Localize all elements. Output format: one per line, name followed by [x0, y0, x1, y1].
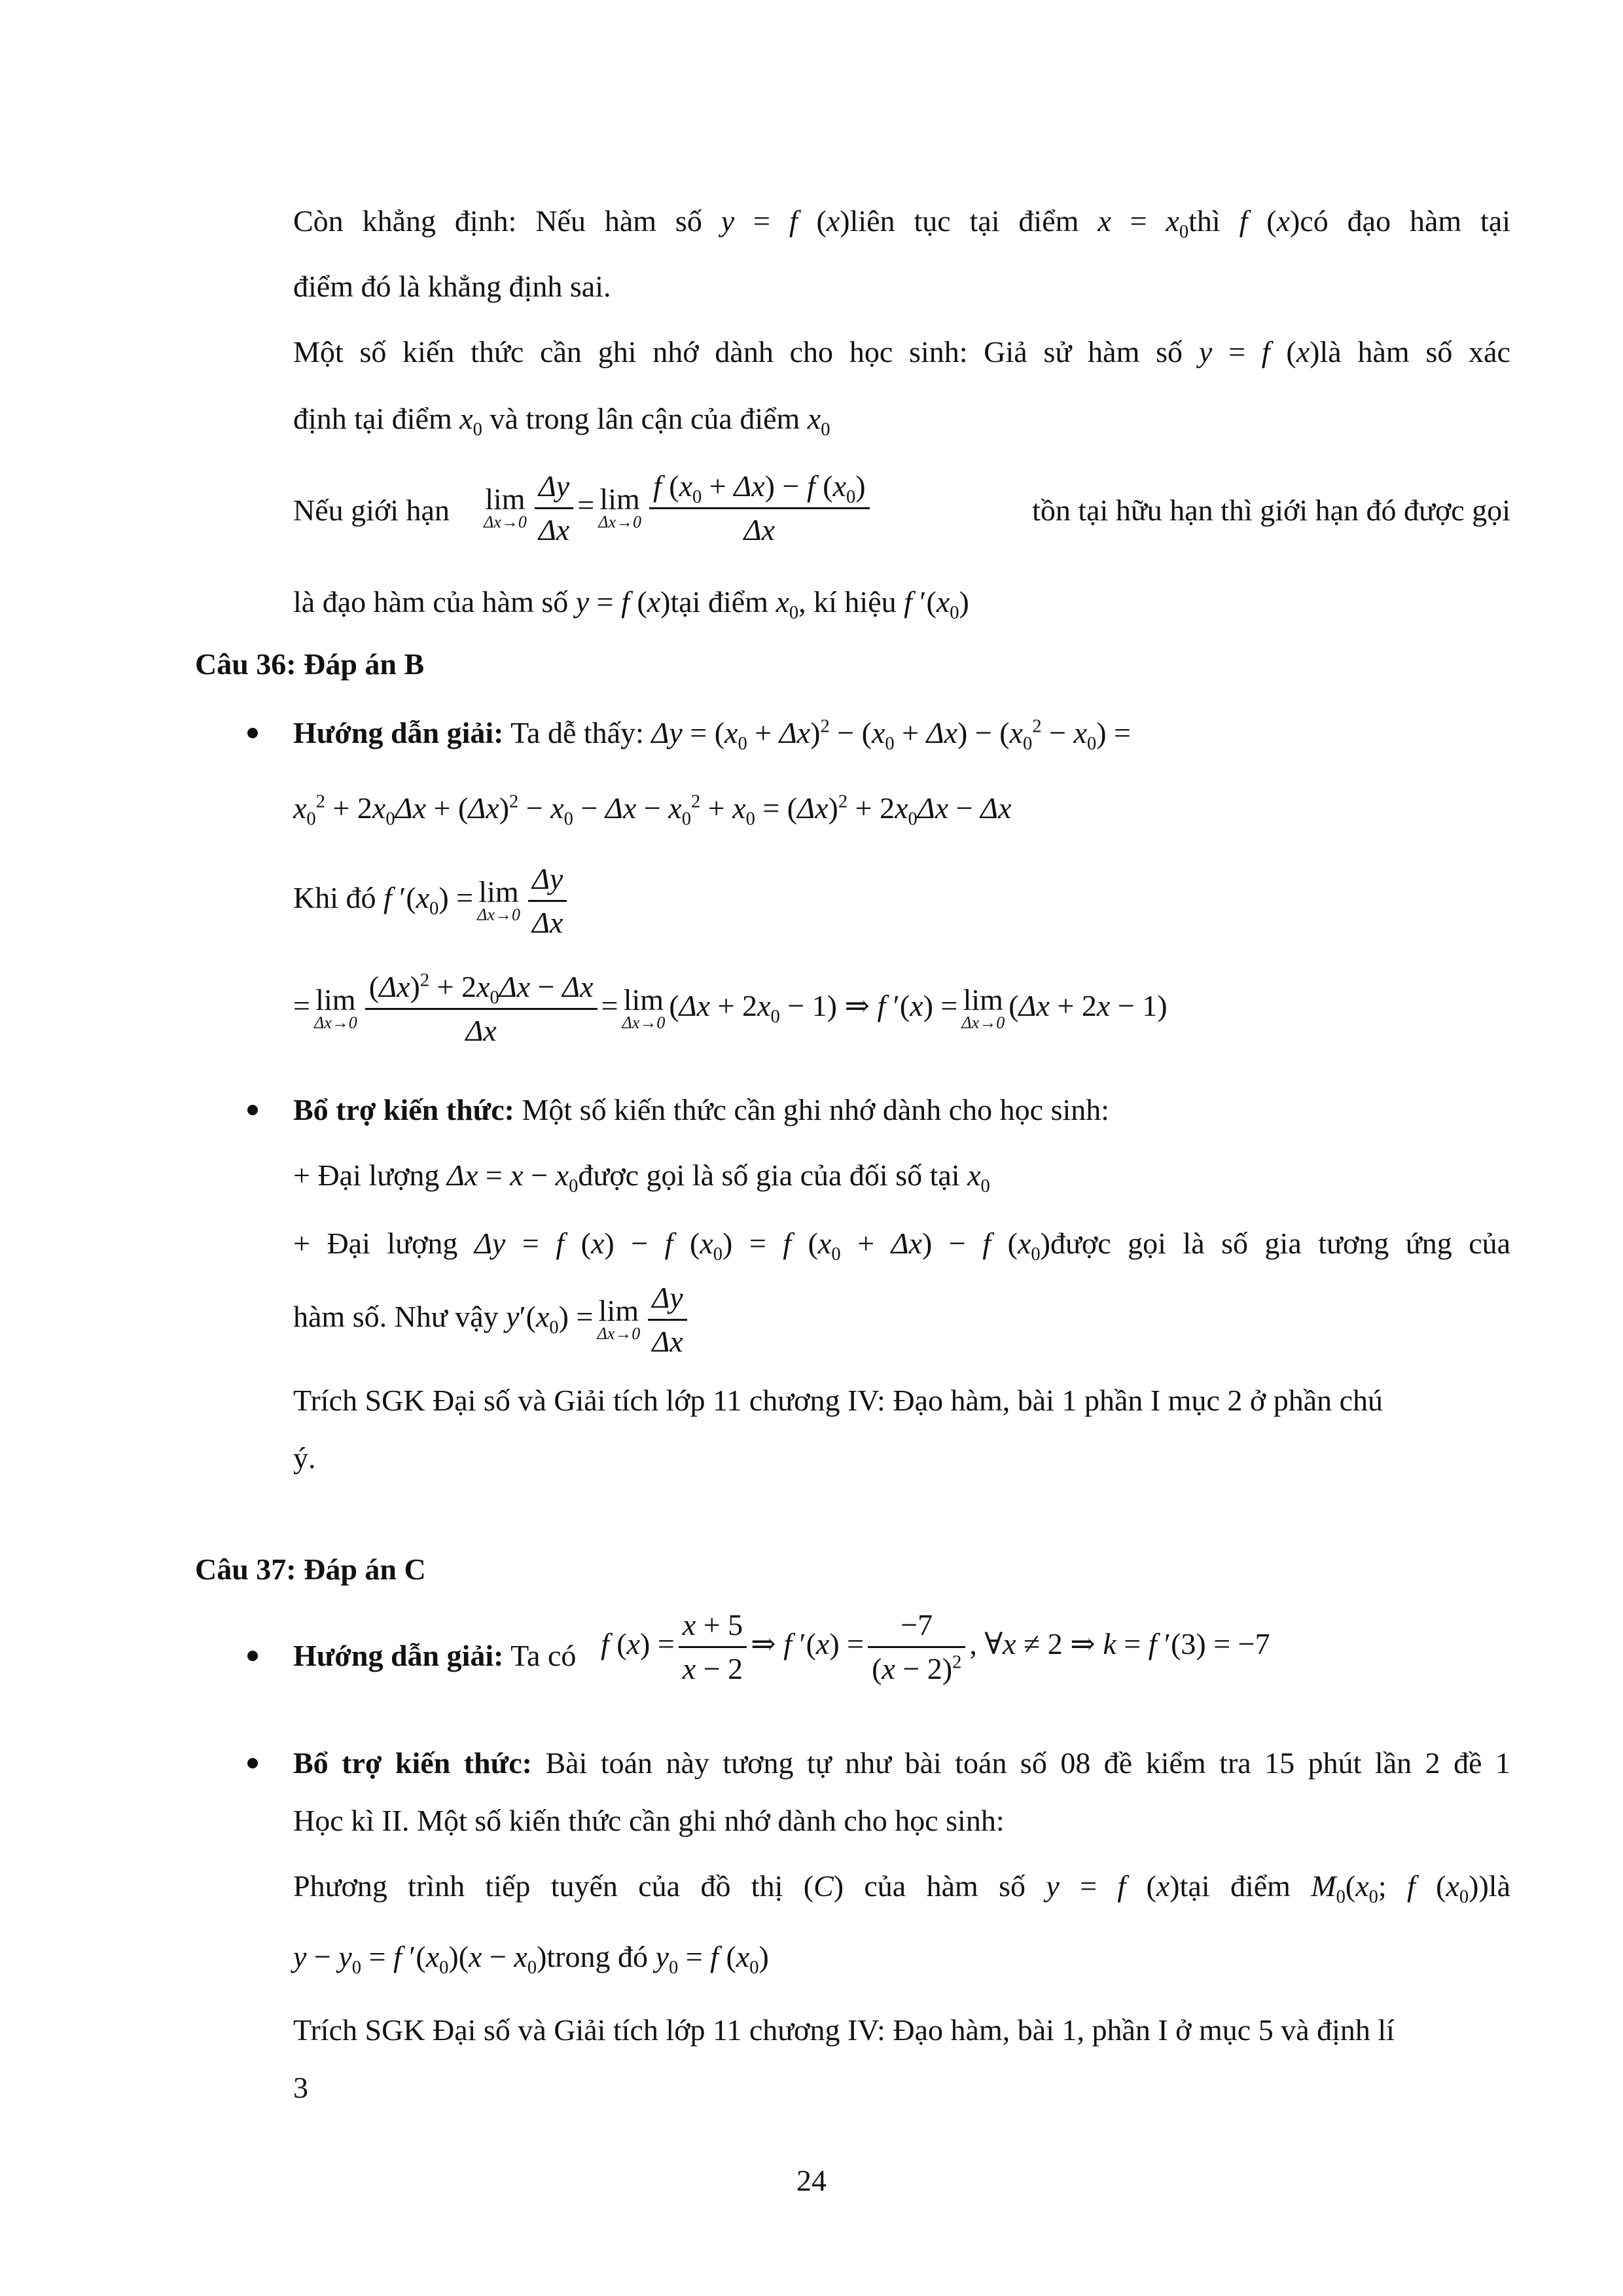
math-line: [293, 861, 571, 946]
paragraph-line: [293, 2011, 1395, 2050]
text: Nếu giới hạn: [293, 493, 450, 527]
fraction: $\frac{x + 5}{x - 2}$: [679, 1607, 747, 1687]
math-expr: f (x): [1239, 204, 1300, 238]
text: là đạo hàm của hàm số: [293, 585, 569, 619]
math-expr: $\Delta x = x - x_0$: [446, 1158, 579, 1197]
math-expr: $x_0^2 + 2x_0\Delta x + (\Delta x)^2 - x_0 - \Delta x - x_0^2 + x_0 = (\Delta x)^2 + 2x_0\Delta x - \Delta x$: [293, 791, 1012, 830]
text: điểm đó là khẳng định sai.: [293, 270, 611, 303]
math-expr: y = f (x): [721, 204, 850, 238]
text: Một số kiến thức cần ghi nhớ dành cho học sinh:: [522, 1093, 1110, 1126]
math-expr: f $'(x_0)$: [904, 585, 969, 624]
label: Bổ trợ kiến thức:: [293, 1746, 532, 1780]
paragraph-line: [293, 1224, 1510, 1263]
text: tại điểm: [1179, 1869, 1291, 1903]
fraction: $\frac{\Delta y}{\Delta x}$: [528, 861, 567, 941]
math-expr: y = f (x): [1198, 335, 1320, 368]
fraction: $\frac{\Delta y}{\Delta x}$: [648, 1280, 687, 1360]
math-expr: $\Delta y = (x_0 + \Delta x)^2 - (x_0 + \Delta x) - (x_0^2 - x_0)$ =: [651, 716, 1131, 755]
fraction: $\frac{f (x_0 + \Delta x) - f (x_0)}{\Delta x}$: [649, 468, 870, 548]
paragraph-line: [293, 267, 611, 306]
math-expr: $M_0(x_0$; f $(x_0)$): [1311, 1869, 1489, 1908]
math-expr: $x_0$: [807, 402, 830, 440]
text: thì: [1188, 204, 1221, 238]
text: Một số kiến thức cần ghi nhớ dành cho học sinh: Giả sử hàm số: [293, 335, 1183, 368]
text: Trích SGK Đại số và Giải tích lớp 11 chương IV: Đạo hàm, bài 1 phần I mục 2 ở phần chú: [293, 1384, 1383, 1417]
text: , kí hiệu: [798, 585, 897, 619]
paragraph-line: [293, 202, 1510, 241]
text: ý.: [293, 1441, 316, 1475]
text: được gọi là số gia tương ứng của: [1050, 1227, 1511, 1260]
text: có đạo hàm tại: [1300, 204, 1511, 238]
bullet-icon: [247, 728, 258, 738]
math-line: [293, 969, 1168, 1054]
label: Bổ trợ kiến thức:: [293, 1093, 514, 1126]
math-expr: f (x) = $\frac{x + 5}{x - 2}$ ⇒ f ′(x) = $\frac{-7}{(x - 2)^2}$ , ∀x ≠ 2 ⇒ k = f ′(3) = −7: [601, 1607, 1270, 1687]
paragraph-line: [293, 1801, 1005, 1840]
math-expr: $y - y_0 = f$ $'(x_0)(x - x_0)$: [293, 1940, 547, 1979]
bullet-icon: [247, 1758, 258, 1768]
text: được gọi là số gia của đối số tại: [578, 1158, 960, 1192]
math-line: [293, 1937, 769, 1977]
lim-operator: lim Δx→0: [622, 982, 666, 1032]
paragraph-line: [293, 1156, 990, 1195]
math-expr: Δy = f (x) − f $(x_0) = f$ $(x_0 + \Delta x) - f$ $(x_0)$: [474, 1227, 1050, 1265]
text: Ta dễ thấy:: [510, 716, 644, 749]
page-number: 24: [796, 2164, 827, 2197]
question-heading: [195, 1550, 426, 1589]
bullet-icon: [247, 1651, 258, 1661]
text: tại điểm: [670, 585, 768, 619]
text: và trong lân cận của điểm: [490, 402, 800, 435]
fraction: $\frac{-7}{(x - 2)^2}$: [868, 1607, 965, 1687]
text: hàm số. Như vậy: [293, 1300, 499, 1334]
text: của hàm số: [864, 1869, 1026, 1903]
math-expr: $x_0$: [459, 402, 482, 440]
paragraph-line: [293, 1090, 1109, 1130]
paragraph-line: [293, 713, 1131, 753]
math-expr: $x_0$: [967, 1158, 990, 1197]
fraction: $\frac{\Delta y}{\Delta x}$: [535, 468, 573, 548]
math-expr: $y'(x_0)$ = lim Δx→0 $\frac{\Delta y}{\Delta x}$: [506, 1300, 691, 1333]
lim-operator: lim Δx→0: [477, 874, 520, 924]
text: liên tục tại điểm: [849, 204, 1079, 238]
text: là: [1488, 1869, 1510, 1903]
math-expr: = lim Δx→0 $\frac{(\Delta x)^2 + 2x_0\Delta x - \Delta x}{\Delta x}$ = lim Δx→0 $(\Delta x + 2x_0 - 1)$ ⇒ f ′(x) = lim Δx→0 (Δx + 2x − 1): [293, 989, 1168, 1022]
text: là hàm số xác: [1319, 335, 1510, 368]
paragraph-line: [293, 1439, 316, 1478]
text-wrap: [1032, 491, 1510, 530]
text: Câu 37: Đáp án C: [195, 1552, 426, 1586]
text-wrap: [293, 1636, 576, 1676]
math-expr: $x = x_0$: [1097, 204, 1189, 243]
text: Câu 36: Đáp án B: [195, 647, 425, 681]
text: Trích SGK Đại số và Giải tích lớp 11 chương IV: Đạo hàm, bài 1, phần I ở mục 5 và định lí: [293, 2013, 1395, 2047]
text: Bài toán này tương tự như bài toán số 08 đề kiểm tra 15 phút lần 2 đề 1: [545, 1746, 1511, 1780]
label: Hướng dẫn giải:: [293, 1639, 504, 1672]
math-line: [293, 1280, 691, 1365]
paragraph-line: [293, 332, 1510, 372]
fraction: $\frac{(\Delta x)^2 + 2x_0\Delta x - \Delta x}{\Delta x}$: [365, 969, 597, 1049]
text: + Đại lượng: [293, 1227, 458, 1260]
text: Ta có: [510, 1639, 577, 1672]
question-heading: [195, 645, 424, 684]
paragraph-line: [293, 1744, 1510, 1783]
math-expr: (C): [803, 1869, 844, 1903]
math-line: [293, 789, 1012, 828]
paragraph-line: [293, 1867, 1510, 1906]
text: Học kì II. Một số kiến thức cần ghi nhớ dành cho học sinh:: [293, 1804, 1005, 1837]
lim-operator: lim Δx→0: [313, 982, 357, 1032]
text: + Đại lượng: [293, 1158, 440, 1192]
math-expr: y = f (x): [575, 585, 671, 619]
lim-operator: lim Δx→0: [961, 982, 1005, 1032]
text-wrap: [293, 491, 450, 530]
lim-operator: lim Δx→0: [598, 482, 641, 531]
paragraph-line: [293, 2068, 308, 2108]
label: Hướng dẫn giải:: [293, 716, 504, 749]
paragraph-line: [293, 468, 1510, 553]
paragraph-line: [293, 1381, 1383, 1420]
math-expr: f $'(x_0)$ = lim Δx→0 $\frac{\Delta y}{\Delta x}$: [383, 881, 571, 914]
paragraph-line: [293, 399, 830, 439]
math-limit-definition: lim Δx→0 $\frac{\Delta y}{\Delta x}$ = lim Δx→0 $\frac{f (x_0 + \Delta x) - f (x_0)}{\Delta x}$: [480, 468, 874, 548]
bullet-icon: [247, 1105, 258, 1115]
text: tồn tại hữu hạn thì giới hạn đó được gọi: [1032, 493, 1510, 527]
text: định tại điểm: [293, 402, 452, 435]
lim-operator: lim Δx→0: [484, 482, 527, 531]
text: Còn khẳng định: Nếu hàm số: [293, 204, 702, 238]
math-expr: $y_0 = f$ $(x_0)$: [655, 1940, 769, 1979]
math-expr: y = f (x): [1046, 1869, 1180, 1903]
lim-operator: lim Δx→0: [597, 1293, 641, 1343]
math-expr: $x_0$: [776, 585, 799, 624]
text: 3: [293, 2071, 308, 2104]
paragraph-line: [293, 583, 969, 622]
text: trong đó: [546, 1940, 649, 1973]
text: Khi đó: [293, 881, 376, 915]
text: Phương trình tiếp tuyến của đồ thị: [293, 1869, 783, 1903]
